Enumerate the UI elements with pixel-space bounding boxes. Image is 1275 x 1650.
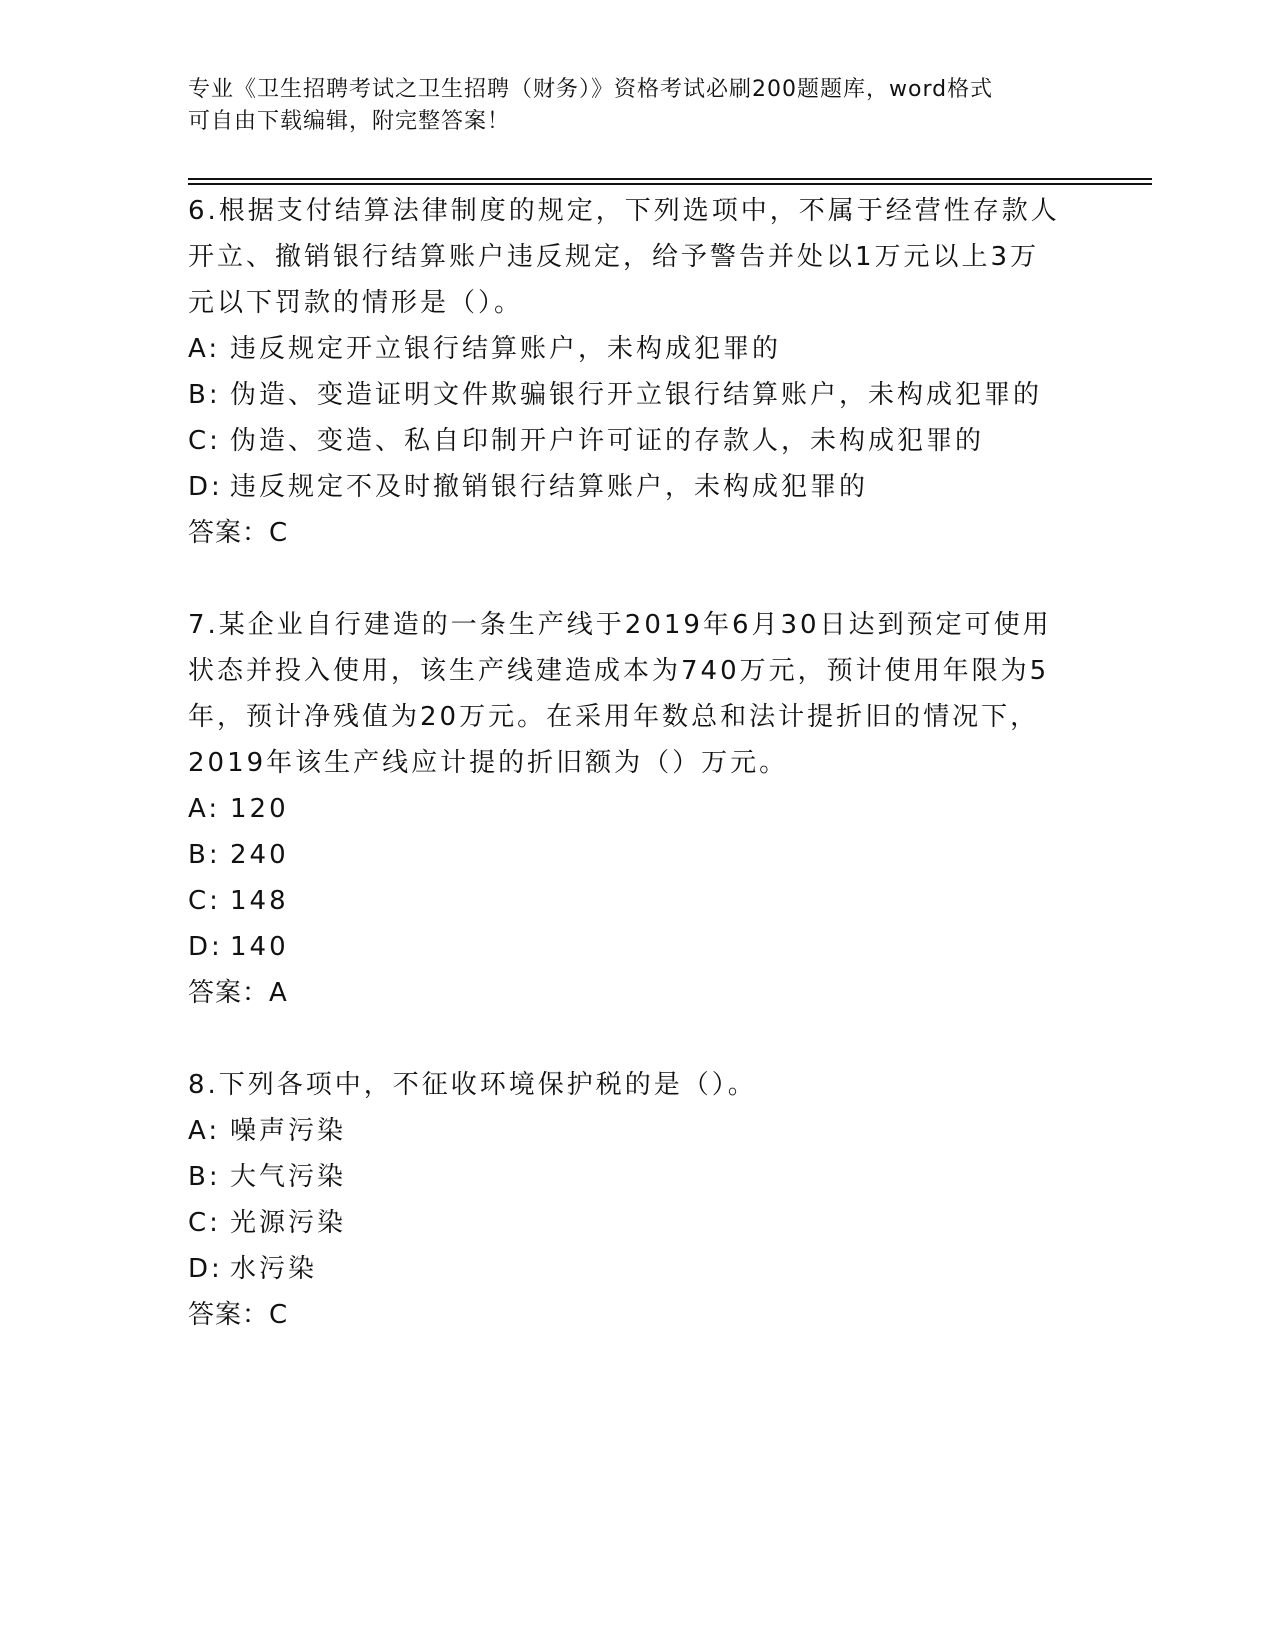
option-key: B:	[188, 380, 221, 410]
option-text: 120	[230, 794, 289, 824]
option-text: 违反规定不及时撤销银行结算账户，未构成犯罪的	[230, 472, 869, 502]
option-key: B:	[188, 840, 221, 870]
option-a	[188, 786, 1068, 832]
question-stem: 8.下列各项中，不征收环境保护税的是（）。	[188, 1070, 757, 1100]
option-text: 140	[230, 932, 289, 962]
answer-line: 答案：C	[188, 1300, 289, 1330]
option-text: 伪造、变造证明文件欺骗银行开立银行结算账户，未构成犯罪的	[230, 380, 1043, 410]
option-key: C:	[188, 886, 221, 916]
question-stem: 6.根据支付结算法律制度的规定，下列选项中，不属于经营性存款人开立、撤销银行结算账户违反规定，给予警告并处以1万元以上3万元以下罚款的情形是（）。	[188, 196, 1060, 318]
answer-line: 答案：A	[188, 978, 288, 1008]
option-key: B:	[188, 1162, 221, 1192]
option-b	[188, 1154, 1068, 1200]
option-text: 违反规定开立银行结算账户，未构成犯罪的	[230, 334, 782, 364]
option-key: D:	[188, 472, 223, 502]
option-key: D:	[188, 932, 223, 962]
option-key: C:	[188, 426, 221, 456]
option-text: 240	[230, 840, 289, 870]
option-text: 大气污染	[230, 1162, 347, 1192]
question-7	[188, 602, 1068, 1016]
question-8	[188, 1062, 1068, 1338]
option-text: 伪造、变造、私自印制开户许可证的存款人，未构成犯罪的	[230, 426, 985, 456]
document-header	[188, 74, 1088, 138]
option-d	[188, 924, 1068, 970]
option-text: 噪声污染	[230, 1116, 347, 1146]
option-key: A:	[188, 334, 221, 364]
header-divider-bottom	[188, 183, 1152, 185]
option-c	[188, 418, 1068, 464]
option-d	[188, 1246, 1068, 1292]
option-key: A:	[188, 1116, 221, 1146]
header-line-2: 可自由下载编辑，附完整答案！	[188, 109, 511, 134]
option-key: D:	[188, 1254, 223, 1284]
option-text: 水污染	[230, 1254, 318, 1284]
option-text: 148	[230, 886, 289, 916]
option-b	[188, 372, 1068, 418]
header-line-1: 专业《卫生招聘考试之卫生招聘（财务）》资格考试必刷200题题库，word格式	[188, 77, 994, 102]
header-divider-top	[188, 178, 1152, 180]
answer-line: 答案：C	[188, 518, 289, 548]
option-d	[188, 464, 1068, 510]
question-stem: 7.某企业自行建造的一条生产线于2019年6月30日达到预定可使用状态并投入使用，该生产线建造成本为740万元，预计使用年限为5年，预计净残值为20万元。在采用年数总和法计提折旧的情况下，2019年该生产线应计提的折旧额为（）万元。	[188, 610, 1052, 778]
option-text: 光源污染	[230, 1208, 347, 1238]
option-key: A:	[188, 794, 221, 824]
option-c	[188, 1200, 1068, 1246]
option-key: C:	[188, 1208, 221, 1238]
option-a	[188, 1108, 1068, 1154]
option-b	[188, 832, 1068, 878]
option-a	[188, 326, 1068, 372]
option-c	[188, 878, 1068, 924]
question-6	[188, 188, 1068, 556]
